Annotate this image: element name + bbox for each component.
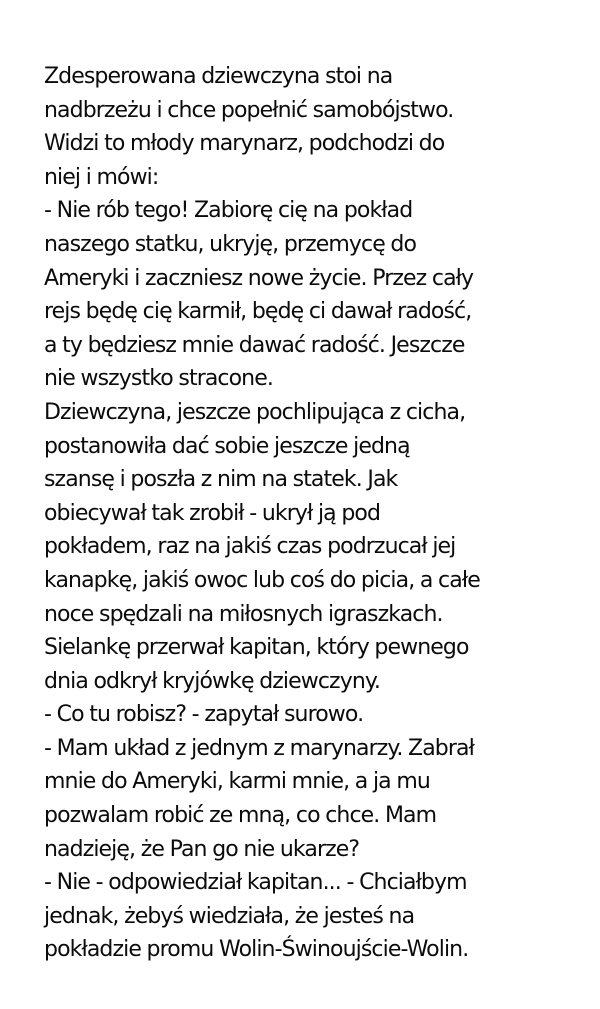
text-line: Widzi to młody marynarz, podchodzi do bbox=[44, 131, 445, 157]
text-line: Sielankę przerwał kapitan, który pewnego bbox=[44, 635, 469, 661]
text-line: rejs będę cię karmił, będę ci dawał radość, bbox=[44, 299, 472, 325]
text-line: niej i mówi: bbox=[44, 164, 159, 190]
text-line: nie wszystko stracone. bbox=[44, 366, 273, 392]
text-line: mnie do Ameryki, karmi mnie, a ja mu bbox=[44, 769, 430, 795]
text-line: noce spędzali na miłosnych igraszkach. bbox=[44, 601, 443, 627]
text-line: - Co tu robisz? - zapytał surowo. bbox=[44, 702, 364, 728]
text-line: - Nie rób tego! Zabiorę cię na pokład bbox=[44, 198, 413, 224]
text-line: nadzieję, że Pan go nie ukarze? bbox=[44, 836, 360, 862]
text-line: naszego statku, ukryję, przemycę do bbox=[44, 231, 417, 257]
text-line: a ty będziesz mnie dawać radość. Jeszcze bbox=[44, 332, 465, 358]
text-line: - Nie - odpowiedział kapitan... - Chciałbym bbox=[44, 870, 467, 896]
text-line: jednak, żebyś wiedziała, że jesteś na bbox=[44, 903, 415, 929]
text-line: Zdesperowana dziewczyna stoi na bbox=[44, 64, 393, 89]
text-line: dnia odkrył kryjówkę dziewczyny. bbox=[44, 668, 380, 694]
text-line: Dziewczyna, jeszcze pochlipująca z cicha, bbox=[44, 399, 466, 425]
text-line: pokładem, raz na jakiś czas podrzucał jej bbox=[44, 534, 456, 560]
text-line: szansę i poszła z nim na statek. Jak bbox=[44, 467, 398, 493]
text-line: nadbrzeżu i chce popełnić samobójstwo. bbox=[44, 97, 454, 123]
text-line: kanapkę, jakiś owoc lub coś do picia, a całe bbox=[44, 567, 480, 593]
text-line: pokładzie promu Wolin-Świnoujście-Wolin. bbox=[44, 937, 469, 963]
text-line: Ameryki i zaczniesz nowe życie. Przez cały bbox=[44, 265, 474, 291]
text-line: postanowiła dać sobie jeszcze jedną bbox=[44, 433, 410, 459]
text-line: obiecywał tak zrobił - ukrył ją pod bbox=[44, 500, 381, 526]
text-line: - Mam układ z jednym z marynarzy. Zabrał bbox=[44, 735, 474, 761]
joke-text bbox=[44, 60, 584, 967]
text-line: pozwalam robić ze mną, co chce. Mam bbox=[44, 803, 437, 829]
